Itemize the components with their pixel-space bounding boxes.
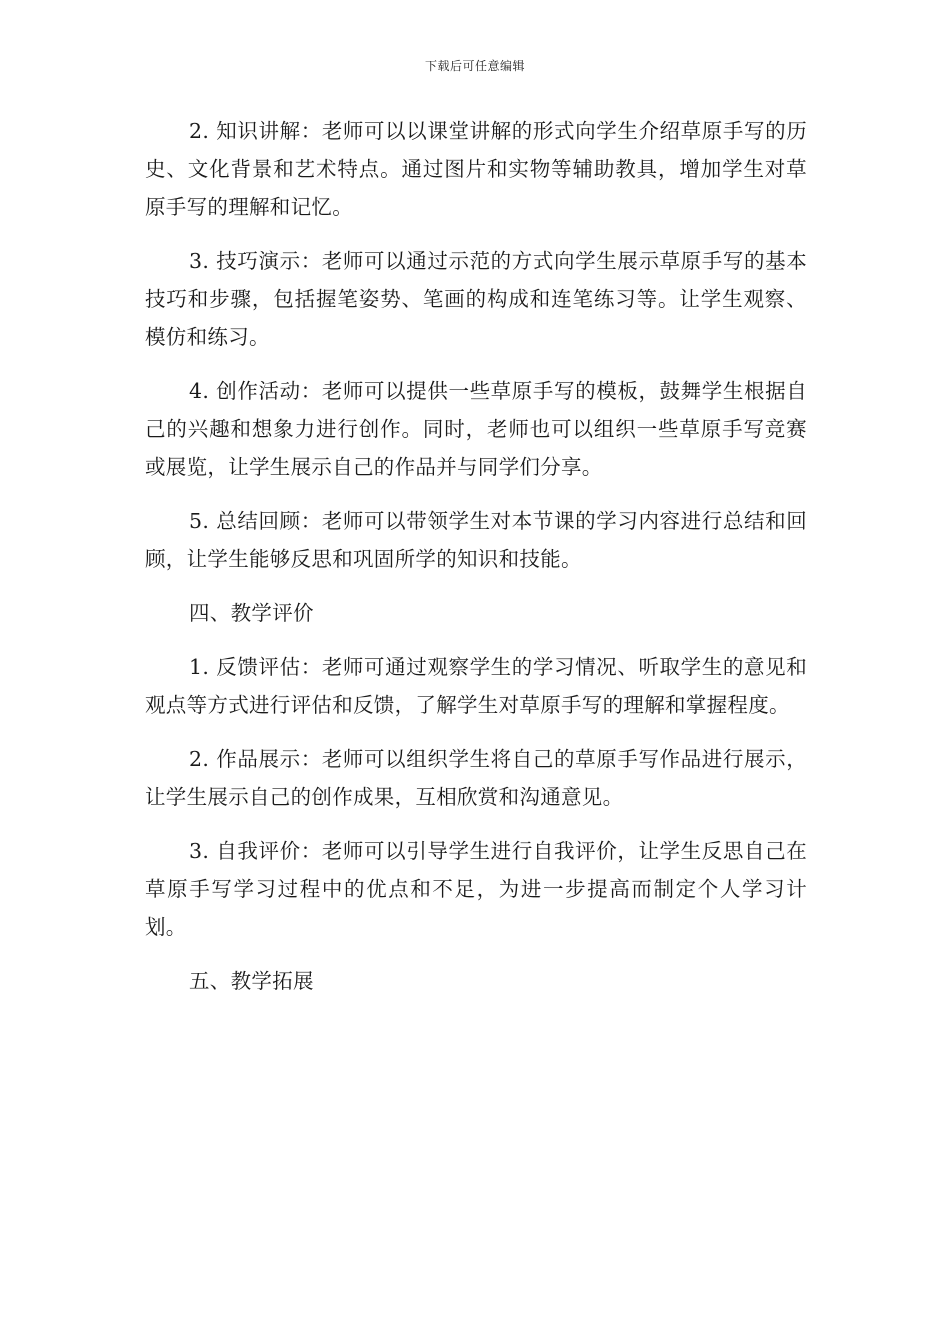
paragraph-knowledge-explanation: 2. 知识讲解：老师可以以课堂讲解的形式向学生介绍草原手写的历史、文化背景和艺术特点。通过图片和实物等辅助教具，增加学生对草原手写的理解和记忆。: [145, 119, 807, 219]
paragraph-self-evaluation: 3. 自我评价：老师可以引导学生进行自我评价，让学生反思自己在草原手写学习过程中的优点和不足，为进一步提高而制定个人学习计划。: [145, 839, 807, 939]
paragraph-work-exhibition: 2. 作品展示：老师可以组织学生将自己的草原手写作品进行展示，让学生展示自己的创作成果，互相欣赏和沟通意见。: [145, 747, 807, 809]
section-heading-teaching-extension: 五、教学拓展: [189, 969, 314, 993]
page-header-note: 下载后可任意编辑: [424, 59, 525, 73]
paragraph-skill-demonstration: 3. 技巧演示：老师可以通过示范的方式向学生展示草原手写的基本技巧和步骤，包括握笔姿势、笔画的构成和连笔练习等。让学生观察、模仿和练习。: [145, 249, 807, 349]
section-heading-teaching-evaluation: 四、教学评价: [189, 601, 314, 625]
paragraph-feedback-assessment: 1. 反馈评估：老师可通过观察学生的学习情况、听取学生的意见和观点等方式进行评估和反馈，了解学生对草原手写的理解和掌握程度。: [145, 655, 807, 717]
paragraph-summary-review: 5. 总结回顾：老师可以带领学生对本节课的学习内容进行总结和回顾，让学生能够反思和巩固所学的知识和技能。: [145, 509, 807, 571]
paragraph-creative-activity: 4. 创作活动：老师可以提供一些草原手写的模板，鼓舞学生根据自己的兴趣和想象力进行创作。同时，老师也可以组织一些草原手写竞赛或展览，让学生展示自己的作品并与同学们分享。: [145, 379, 807, 479]
document-body: [145, 112, 807, 1016]
